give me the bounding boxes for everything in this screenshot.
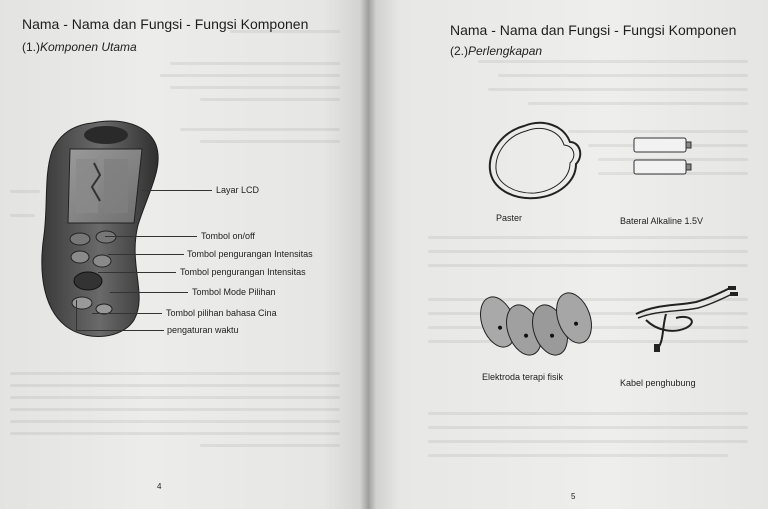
cable-illustration [626,284,736,354]
left-page [0,0,368,509]
caption-electrodes: Elektroda terapi fisik [482,372,564,382]
page-number: 4 [157,482,162,491]
callout-mode-button: Tombol Mode Pilihan [192,287,276,297]
callout-intensity-button-b: Tombol pengurangan Intensitas [180,267,306,277]
right-page [368,0,768,509]
page-heading: Nama - Nama dan Fungsi - Fungsi Komponen [22,16,309,32]
batteries-illustration [630,134,700,184]
section-subheading [450,44,542,58]
section-number: (2.) [450,44,468,58]
caption-cable: Kabel penghubung [620,378,696,388]
callout-intensity-button-a: Tombol pengurangan Intensitas [187,249,313,259]
electrodes-illustration [476,288,596,368]
section-number: (1.) [22,40,40,54]
caption-paster: Paster [496,213,523,223]
page-number: 5 [571,492,576,501]
section-subheading [22,40,137,54]
callout-chinese-language-button: Tombol pilihan bahasa Cina [166,308,277,318]
callout-power-button: Tombol on/off [201,231,255,241]
page-heading: Nama - Nama dan Fungsi - Fungsi Komponen [450,22,737,38]
section-title: Komponen Utama [40,40,137,54]
paster-illustration [484,118,584,208]
callout-timer-setting: pengaturan waktu [167,325,239,335]
callout-lcd-screen: Layar LCD [216,185,260,195]
section-title: Perlengkapan [468,44,543,58]
book-spine-shadow [360,0,376,509]
caption-batteries: Bateral Alkaline 1.5V [620,216,704,226]
